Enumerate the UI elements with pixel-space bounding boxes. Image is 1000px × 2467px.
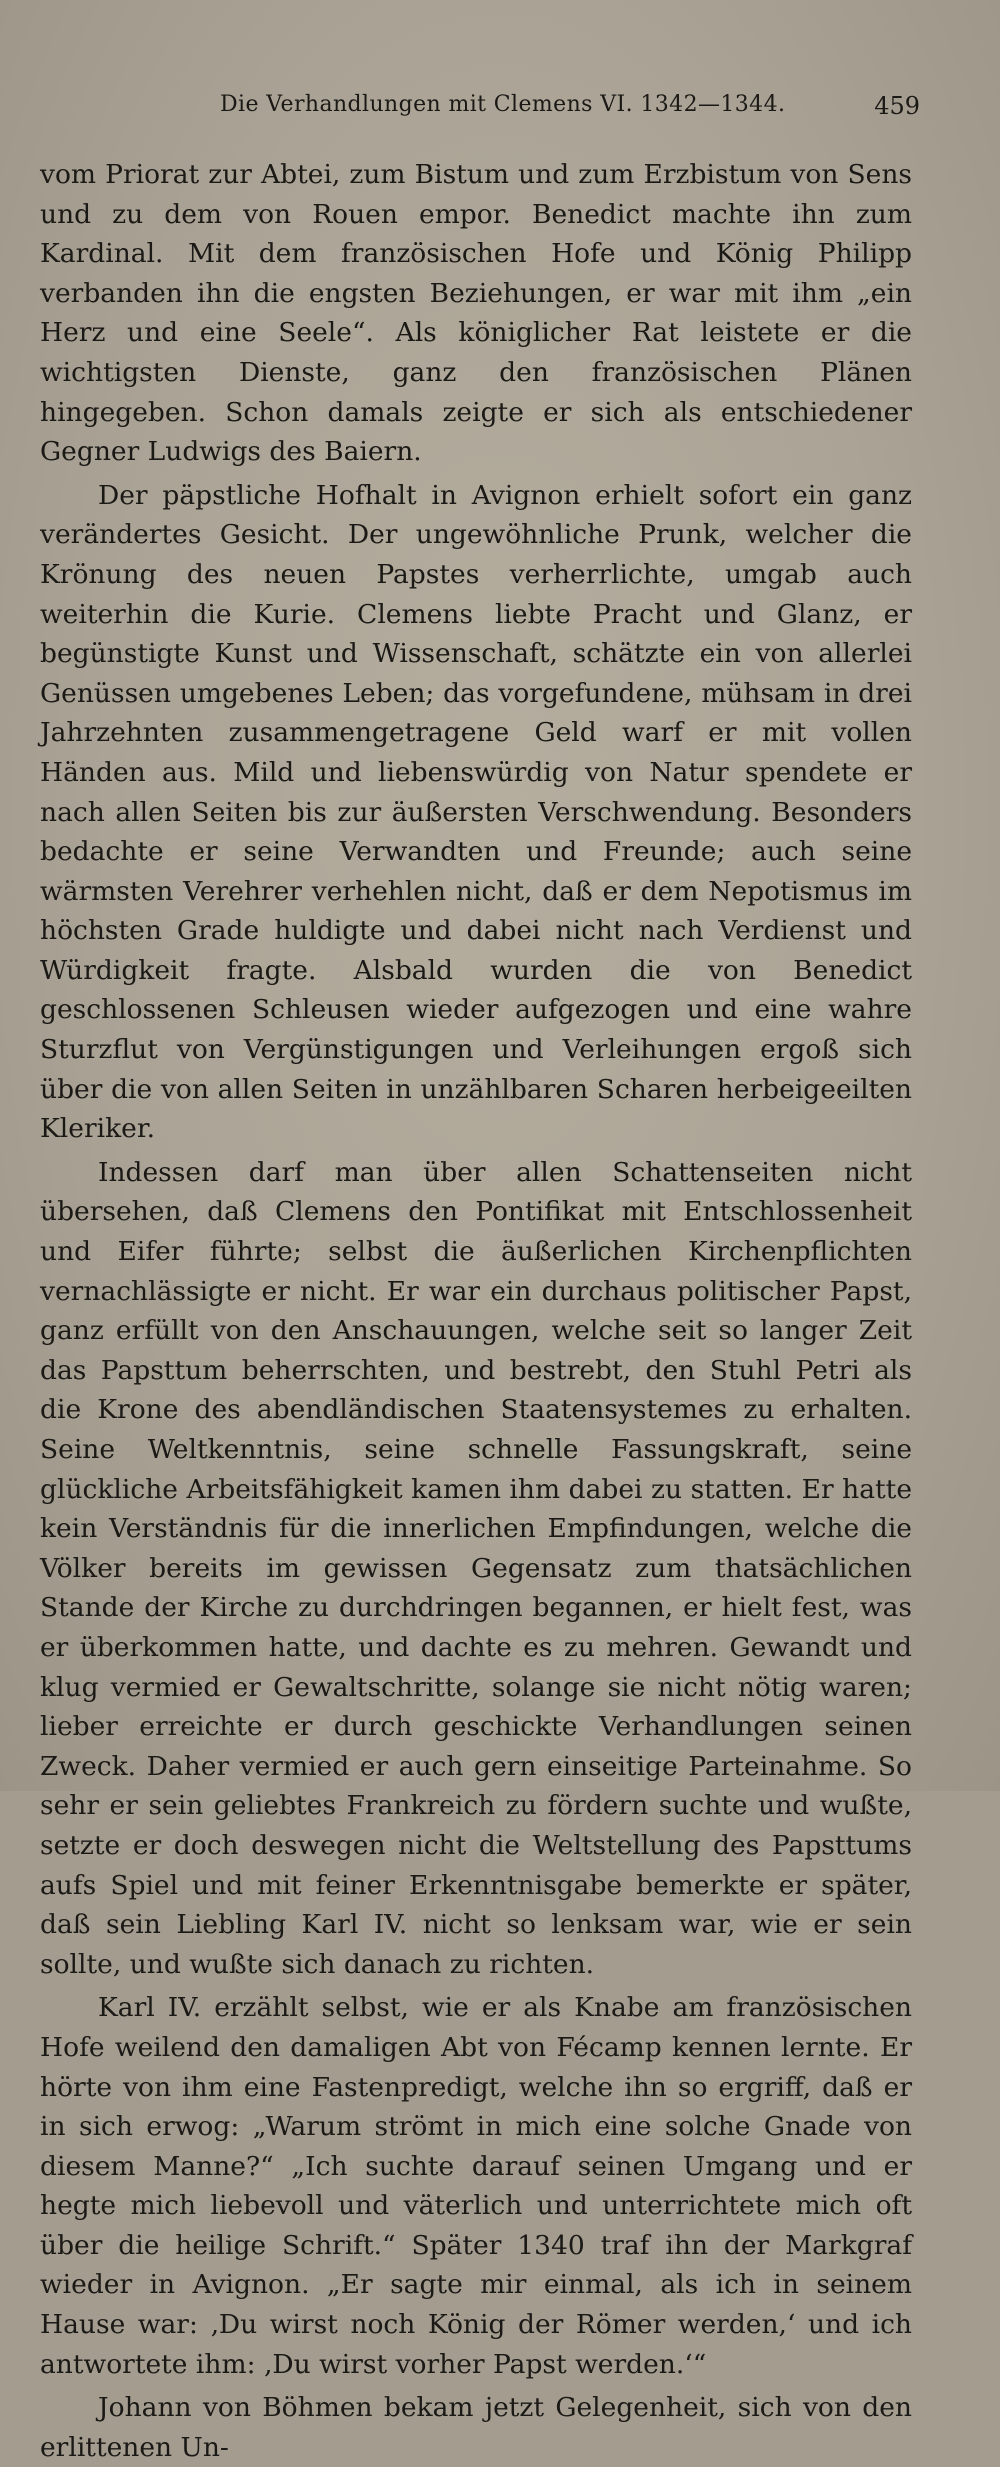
paragraph: Indessen darf man über allen Schattenseiten nicht übersehen, daß Clemens den Pontifikat mit Entschlossenheit und Eifer führte; selbst die äußerlichen Kirchenpflichten vernachlässigte er nicht. Er war ein durchaus politischer Papst, ganz erfüllt von den Anschauungen, welche seit so langer Zeit das Papsttum beherrschten, und bestrebt, den Stuhl Petri als die Krone des abendländischen Staatensystemes zu erhalten. Seine Weltkenntnis, seine schnelle Fassungskraft, seine glückliche Arbeitsfähigkeit kamen ihm dabei zu statten. Er hatte kein Verständnis für die innerlichen Empfindungen, welche die Völker bereits im gewissen Gegensatz zum thatsächlichen Stande der Kirche zu durchdringen begannen, er hielt fest, was er überkommen hatte, und dachte es zu mehren. Gewandt und klug vermied er Gewaltschritte, solange sie nicht nötig waren; lieber erreichte er durch geschickte Verhandlungen seinen Zweck. Daher vermied er auch gern einseitige Parteinahme. So sehr er sein geliebtes Frankreich zu fördern suchte und wußte, setzte er doch deswegen nicht die Weltstellung des Papsttums aufs Spiel und mit feiner Erkenntnisgabe bemerkte er später, daß sein Liebling Karl IV. nicht so lenksam war, wie er sein sollte, und wußte sich danach zu richten.: [40, 1156, 912, 1980]
body-text: [40, 155, 912, 2467]
paragraph: Karl IV. erzählt selbst, wie er als Knabe am französischen Hofe weilend den damaligen Abt von Fécamp kennen lernte. Er hörte von ihm eine Fastenpredigt, welche ihn so ergriff, daß er in sich erwog: „Warum strömt in mich eine solche Gnade von diesem Manne?“ „Ich suchte darauf seinen Umgang und er hegte mich liebevoll und väterlich und unterrichtete mich oft über die heilige Schrift.“ Später 1340 traf ihn der Markgraf wieder in Avignon. „Er sagte mir einmal, als ich in seinem Hause war: ‚Du wirst noch König der Römer werden,‘ und ich antwortete ihm: ‚Du wirst vorher Papst werden.‘“: [40, 1992, 912, 2380]
page-header: [40, 92, 920, 126]
paragraph: Der päpstliche Hofhalt in Avignon erhielt sofort ein ganz verändertes Gesicht. Der ungewöhnliche Prunk, welcher die Krönung des neuen Papstes verherrlichte, umgab auch weiterhin die Kurie. Clemens liebte Pracht und Glanz, er begünstigte Kunst und Wissenschaft, schätzte ein von allerlei Genüssen umgebenes Leben; das vorgefundene, mühsam in drei Jahrzehnten zusammengetragene Geld warf er mit vollen Händen aus. Mild und liebenswürdig von Natur spendete er nach allen Seiten bis zur äußersten Verschwendung. Besonders bedachte er seine Verwandten und Freunde; auch seine wärmsten Verehrer verhehlen nicht, daß er dem Nepotismus im höchsten Grade huldigte und dabei nicht nach Verdienst und Würdigkeit fragte. Alsbald wurden die von Benedict geschlossenen Schleusen wieder aufgezogen und eine wahre Sturzflut von Vergünstigungen und Verleihungen ergoß sich über die von allen Seiten in unzählbaren Scharen herbeigeeilten Kleriker.: [40, 479, 912, 1145]
page-number: 459: [874, 92, 920, 120]
running-title: Die Verhandlungen mit Clemens VI. 1342—1344.: [220, 92, 786, 117]
paragraph-continued: vom Priorat zur Abtei, zum Bistum und zum Erzbistum von Sens und zu dem von Rouen empor. Benedict machte ihn zum Kardinal. Mit dem französischen Hofe und König Philipp verbanden ihn die engsten Beziehungen, er war mit ihm „ein Herz und eine Seele“. Als königlicher Rat leistete er die wichtigsten Dienste, ganz den französischen Plänen hingegeben. Schon damals zeigte er sich als entschiedener Gegner Ludwigs des Baiern.: [40, 159, 912, 468]
paragraph: Johann von Böhmen bekam jetzt Gelegenheit, sich von den erlittenen Un-: [40, 2392, 912, 2463]
